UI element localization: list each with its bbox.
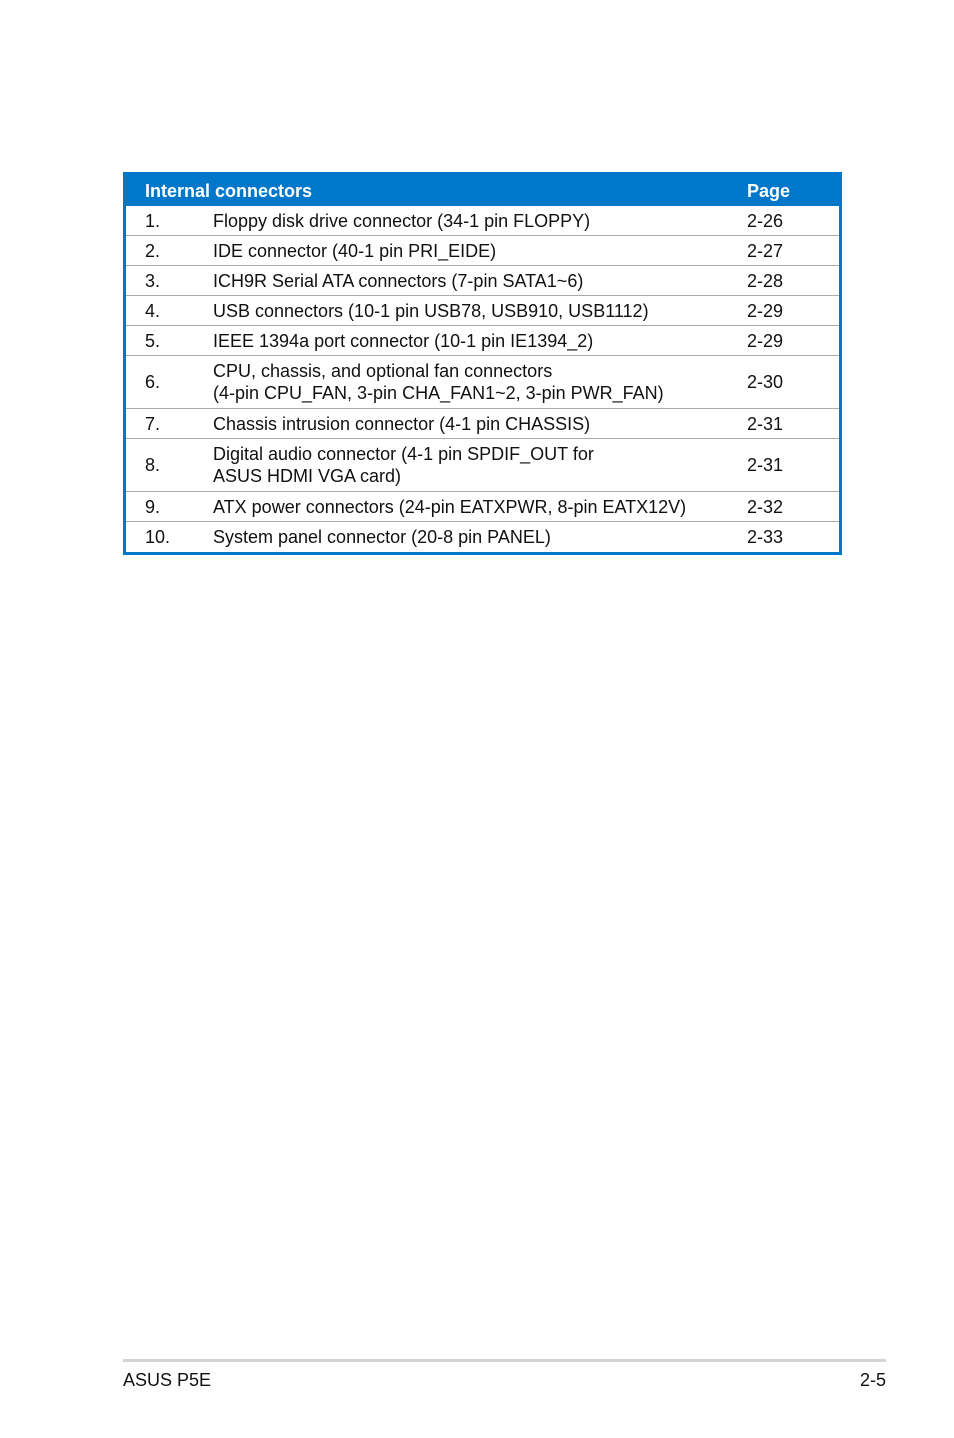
table-row xyxy=(126,266,839,296)
row-description-line: Chassis intrusion connector (4-1 pin CHASSIS) xyxy=(213,413,591,434)
row-description-line: IEEE 1394a port connector (10-1 pin IE1394_2) xyxy=(213,330,594,351)
row-page: 2-31 xyxy=(747,413,784,434)
row-page: 2-28 xyxy=(747,270,784,291)
internal-connectors-table xyxy=(123,172,842,555)
row-description-line: ATX power connectors (24-pin EATXPWR, 8-pin EATX12V) xyxy=(213,496,687,517)
row-description-line: (4-pin CPU_FAN, 3-pin CHA_FAN1~2, 3-pin PWR_FAN) xyxy=(213,383,664,403)
row-page: 2-33 xyxy=(747,527,784,547)
table-row xyxy=(126,522,839,552)
row-description-line: ICH9R Serial ATA connectors (7-pin SATA1~6) xyxy=(213,270,584,291)
row-description xyxy=(213,496,747,518)
table-row xyxy=(126,206,839,236)
row-page: 2-26 xyxy=(747,210,784,231)
row-number: 10. xyxy=(145,527,171,547)
row-description-line: ASUS HDMI VGA card) xyxy=(213,466,402,486)
row-number: 3. xyxy=(145,270,161,291)
header-page: Page xyxy=(747,181,791,201)
row-description-line: USB connectors (10-1 pin USB78, USB910, USB1112) xyxy=(213,300,649,321)
table-row xyxy=(126,356,839,409)
row-description-line: IDE connector (40-1 pin PRI_EIDE) xyxy=(213,240,497,261)
row-number: 9. xyxy=(145,496,161,517)
row-page: 2-29 xyxy=(747,300,784,321)
footer-divider xyxy=(123,1359,886,1362)
row-number: 8. xyxy=(145,455,161,475)
row-page: 2-31 xyxy=(747,455,784,475)
row-description xyxy=(213,240,747,262)
row-number: 5. xyxy=(145,330,161,351)
row-page: 2-30 xyxy=(747,372,784,392)
row-description xyxy=(213,360,747,404)
header-title: Internal connectors xyxy=(145,181,313,201)
row-description xyxy=(213,443,747,487)
row-description-line: CPU, chassis, and optional fan connectors xyxy=(213,361,553,381)
table-row xyxy=(126,492,839,522)
row-description xyxy=(213,210,747,232)
row-number: 6. xyxy=(145,372,161,392)
table-row xyxy=(126,296,839,326)
row-description xyxy=(213,330,747,352)
row-description xyxy=(213,526,747,548)
table-row xyxy=(126,326,839,356)
row-page: 2-32 xyxy=(747,496,784,517)
row-page: 2-29 xyxy=(747,330,784,351)
row-number: 1. xyxy=(145,210,161,231)
table-row xyxy=(126,409,839,439)
row-number: 7. xyxy=(145,413,161,434)
row-description xyxy=(213,300,747,322)
row-description xyxy=(213,413,747,435)
row-number: 4. xyxy=(145,300,161,321)
row-page: 2-27 xyxy=(747,240,784,261)
footer-product-name: ASUS P5E xyxy=(123,1370,212,1390)
row-description xyxy=(213,270,747,292)
row-description-line: Digital audio connector (4-1 pin SPDIF_OUT for xyxy=(213,444,594,464)
footer-page-number: 2-5 xyxy=(859,1370,886,1390)
row-number: 2. xyxy=(145,240,161,261)
table-row xyxy=(126,439,839,492)
row-description-line: Floppy disk drive connector (34-1 pin FLOPPY) xyxy=(213,210,591,231)
row-description-line: System panel connector (20-8 pin PANEL) xyxy=(213,527,551,547)
table-row xyxy=(126,236,839,266)
table-header xyxy=(126,175,839,206)
